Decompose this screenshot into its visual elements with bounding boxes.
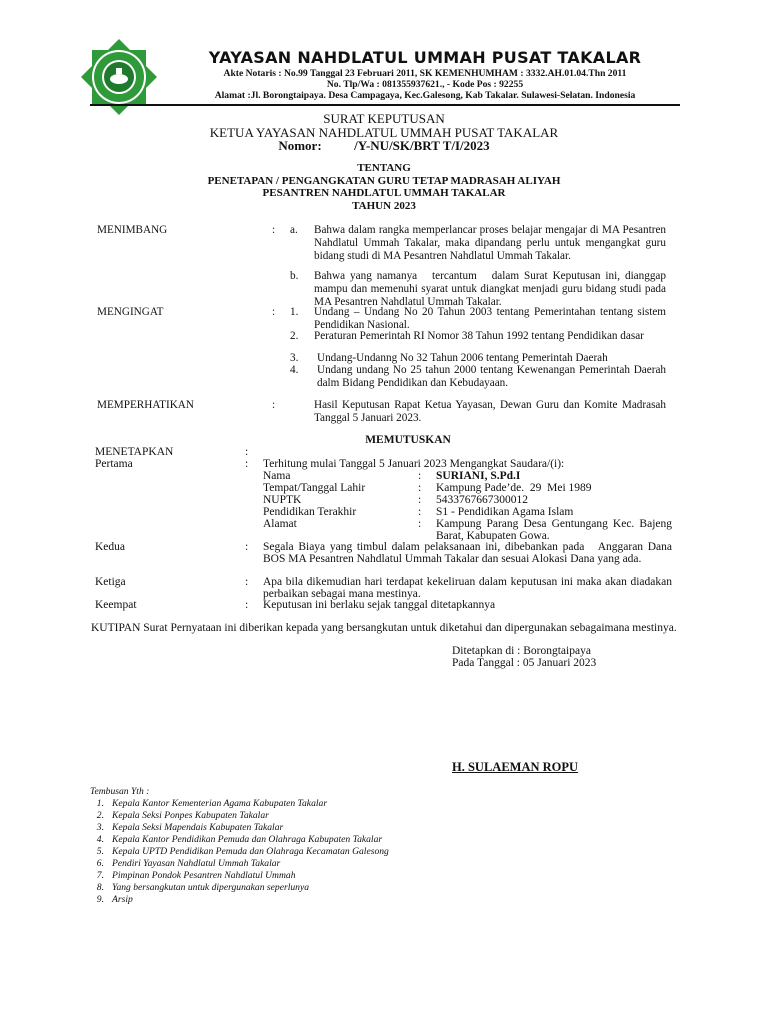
field-ttl-value: Kampung Pade’de. 29 Mei 1989	[436, 482, 592, 494]
field-alamat-value: Kampung Parang Desa Gentungang Kec. Bajeng Barat, Kabupaten Gowa.	[436, 518, 672, 542]
list-item: 2. Kepala Seksi Ponpes Kabupaten Takalar	[96, 810, 269, 821]
list-item: 9. Arsip	[96, 894, 133, 905]
organization-name: YAYASAN NAHDLATUL UMMAH PUSAT TAKALAR	[208, 48, 642, 67]
kedua-colon: :	[245, 541, 249, 553]
memutuskan-heading: MEMUTUSKAN	[365, 434, 451, 446]
mengingat-3-num: 3.	[290, 352, 299, 364]
mengingat-1-text: Undang – Undang No 20 Tahun 2003 tentang Pemerintahan tentang sistem Pendidikan Nasional.	[314, 306, 666, 331]
ketiga-text: Apa bila dikemudian hari terdapat kekeliruan dalam keputusan ini maka akan diadakan perbaikan sebagai mana mestinya.	[263, 576, 672, 600]
field-ttl-colon: :	[418, 482, 422, 494]
mengingat-2-text: Peraturan Pemerintah RI Nomor 38 Tahun 1992 tentang Pendidikan dasar	[314, 330, 644, 342]
mengingat-colon: :	[272, 306, 276, 318]
menimbang-colon: :	[272, 224, 276, 236]
field-alamat-colon: :	[418, 518, 422, 530]
menetapkan-label: MENETAPKAN	[95, 446, 174, 458]
field-nuptk-colon: :	[418, 494, 422, 506]
list-item: 3. Kepala Seksi Mapendais Kabupaten Takalar	[96, 822, 284, 833]
field-nuptk-value: 5433767667300012	[436, 494, 528, 506]
signatory-name: H. SULAEMAN ROPU	[452, 760, 579, 774]
list-item: 8. Yang bersangkutan untuk dipergunakan seperlunya	[96, 882, 310, 893]
list-item: 6. Pendiri Yayasan Nahdlatul Ummah Takalar	[96, 858, 281, 869]
kop-line-3: Alamat :Jl. Borongtaipaya. Desa Campagaya, Kec.Galesong, Kab Takalar. Sulawesi-Selatan. Indonesia	[214, 90, 636, 101]
list-item: 7. Pimpinan Pondok Pesantren Nahdlatul Ummah	[96, 870, 296, 881]
menimbang-a-key: a.	[290, 224, 298, 236]
menimbang-label: MENIMBANG	[97, 224, 168, 236]
field-ttl-key: Tempat/Tanggal Lahir	[263, 482, 366, 494]
ketiga-colon: :	[245, 576, 249, 588]
mengingat-4-num: 4.	[290, 364, 299, 376]
field-nama-key: Nama	[263, 470, 291, 482]
menimbang-a-text: Bahwa dalam rangka memperlancar proses belajar mengajar di MA Pesantren Nahdlatul Ummah Takalar, maka dipandang perlu untuk mengangkat guru bidang studi di MA Pesantren Nahdlatul Ummah Takalar.	[314, 224, 666, 262]
pertama-colon: :	[245, 458, 249, 470]
menimbang-b-text: Bahwa yang namanya tercantum dalam Surat Keputusan ini, dianggap mampu dan memenuhi syarat untuk diangkat menjadi guru bidang studi pada MA Pesantren Nahdlatul Ummah Takalar.	[314, 270, 672, 308]
memperhatikan-text: Hasil Keputusan Rapat Ketua Yayasan, Dewan Guru dan Komite Madrasah Tanggal 5 Januari 2023.	[314, 399, 666, 424]
kop-line-1: Akte Notaris : No.99 Tanggal 23 Februari 2011, SK KEMENHUMHAM : 3332.AH.01.04.Thn 2011	[223, 68, 627, 79]
kutipan-text: KUTIPAN Surat Pernyataan ini diberikan kepada yang bersangkutan untuk diketahui dan dipergunakan sebagaimana mestinya.	[91, 622, 677, 634]
kop-divider	[90, 104, 680, 106]
document-subtitle: KETUA YAYASAN NAHDLATUL UMMAH PUSAT TAKALAR	[209, 125, 559, 140]
field-pendidikan-value: S1 - Pendidikan Agama Islam	[436, 506, 574, 518]
field-nuptk-key: NUPTK	[263, 494, 302, 506]
field-nama-colon: :	[418, 470, 422, 482]
pertama-text: Terhitung mulai Tanggal 5 Januari 2023 Mengangkat Saudara/(i):	[263, 458, 565, 470]
pertama-label: Pertama	[95, 458, 133, 470]
mengingat-4-text: Undang undang No 25 tahun 2000 tentang Kewenangan Pemerintah Daerah dalm Bidang Pendidikan dan Kebudayaan.	[317, 364, 666, 389]
document-title: SURAT KEPUTUSAN	[323, 111, 445, 126]
kedua-label: Kedua	[95, 541, 126, 553]
signature-date: Pada Tanggal : 05 Januari 2023	[452, 657, 597, 669]
document-number: Nomor: /Y-NU/SK/BRT T/I/2023	[278, 138, 490, 153]
menimbang-b-key: b.	[290, 270, 299, 282]
tentang-label: TENTANG	[357, 162, 411, 174]
list-item: 4. Kepala Kantor Pendidikan Pemuda dan Olahraga Kabupaten Takalar	[96, 834, 383, 845]
field-pendidikan-key: Pendidikan Terakhir	[263, 506, 357, 518]
keempat-label: Keempat	[95, 599, 137, 611]
field-alamat-key: Alamat	[263, 518, 297, 530]
list-item: 5. Kepala UPTD Pendidikan Pemuda dan Olahraga Kecamatan Galesong	[96, 846, 389, 857]
mengingat-2-num: 2.	[290, 330, 299, 342]
keempat-colon: :	[245, 599, 249, 611]
mengingat-3-text: Undang-Undanng No 32 Tahun 2006 tentang Pemerintah Daerah	[317, 352, 608, 364]
kedua-text: Segala Biaya yang timbul dalam pelaksanaan ini, dibebankan pada Anggaran Dana BOS MA Pesantren Nahdlatul Ummah Takalar dan sesuai Alokasi Dana yang ada.	[263, 541, 675, 565]
subject-line-2: PESANTREN NAHDLATUL UMMAH TAKALAR	[262, 187, 506, 199]
mengingat-1-num: 1.	[290, 306, 299, 318]
ketiga-label: Ketiga	[95, 576, 126, 588]
keempat-text: Keputusan ini berlaku sejak tanggal ditetapkannya	[263, 599, 496, 611]
subject-line-1: PENETAPAN / PENGANGKATAN GURU TETAP MADRASAH ALIYAH	[207, 175, 561, 187]
field-nama-value: SURIANI, S.Pd.I	[436, 470, 521, 482]
menetapkan-colon: :	[245, 446, 249, 458]
tembusan-title: Tembusan Yth :	[90, 786, 150, 797]
kop-line-2: No. Tlp/Wa : 081355937621., - Kode Pos : 92255	[326, 79, 524, 90]
subject-year: TAHUN 2023	[352, 200, 416, 212]
list-item: 1. Kepala Kantor Kementerian Agama Kabupaten Takalar	[96, 798, 328, 809]
memperhatikan-label: MEMPERHATIKAN	[97, 399, 194, 411]
mengingat-label: MENGINGAT	[97, 306, 164, 318]
tembusan-list	[78, 798, 389, 906]
memperhatikan-colon: :	[272, 399, 276, 411]
signature-place: Ditetapkan di : Borongtaipaya	[452, 645, 591, 657]
field-pendidikan-colon: :	[418, 506, 422, 518]
